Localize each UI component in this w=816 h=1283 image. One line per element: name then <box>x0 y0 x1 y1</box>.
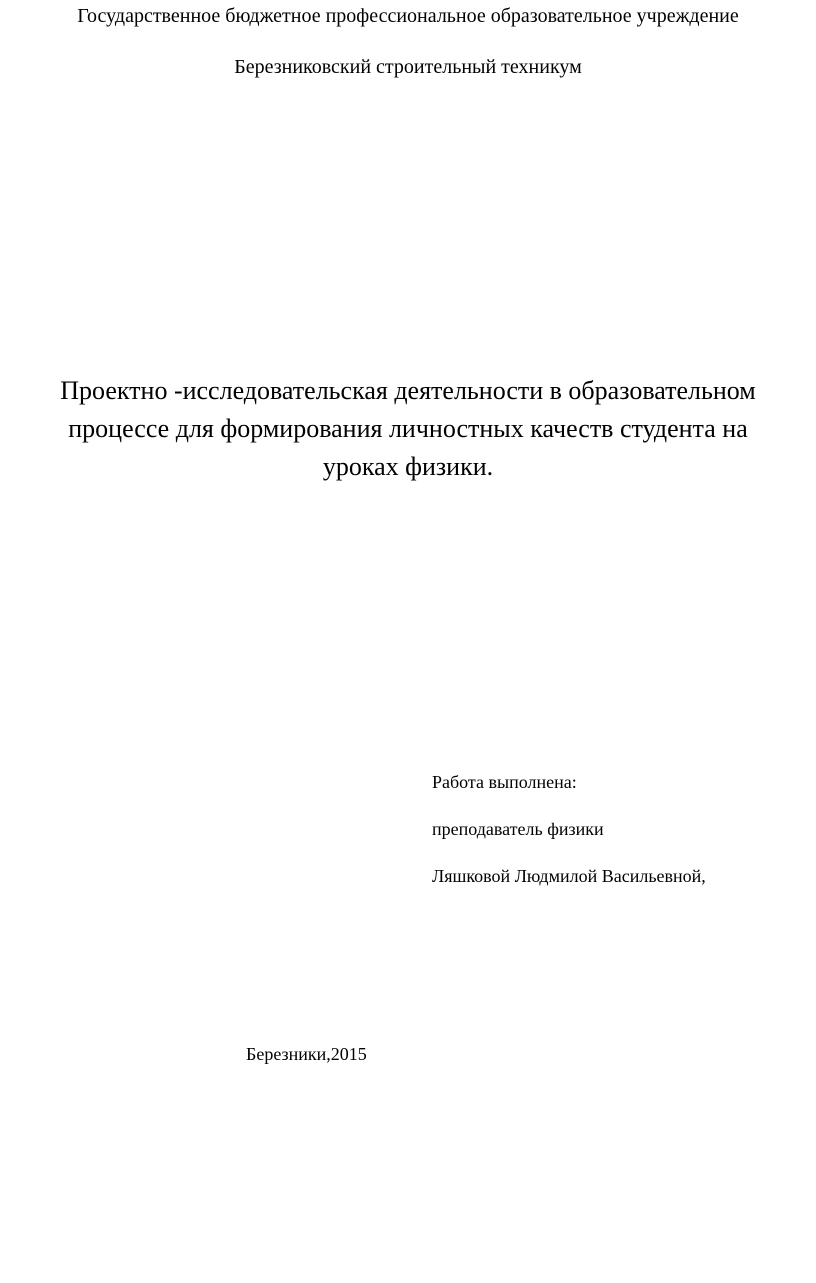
place-and-year: Березники,2015 <box>246 1044 367 1064</box>
institution-name: Государственное бюджетное профессиональное образовательное учреждение <box>77 5 739 27</box>
author-name: Ляшковой Людмилой Васильевной, <box>432 866 706 886</box>
title-line-1: Проектно -исследовательская деятельности в образовательном <box>60 376 756 405</box>
author-role: преподаватель физики <box>432 819 604 839</box>
work-done-label: Работа выполнена: <box>432 772 577 792</box>
title-line-2: процессе для формирования личностных качеств студента на <box>68 414 748 443</box>
college-name: Березниковский строительный техникум <box>234 56 582 78</box>
title-line-3: уроках физики. <box>322 452 494 481</box>
document-title <box>8 372 808 486</box>
